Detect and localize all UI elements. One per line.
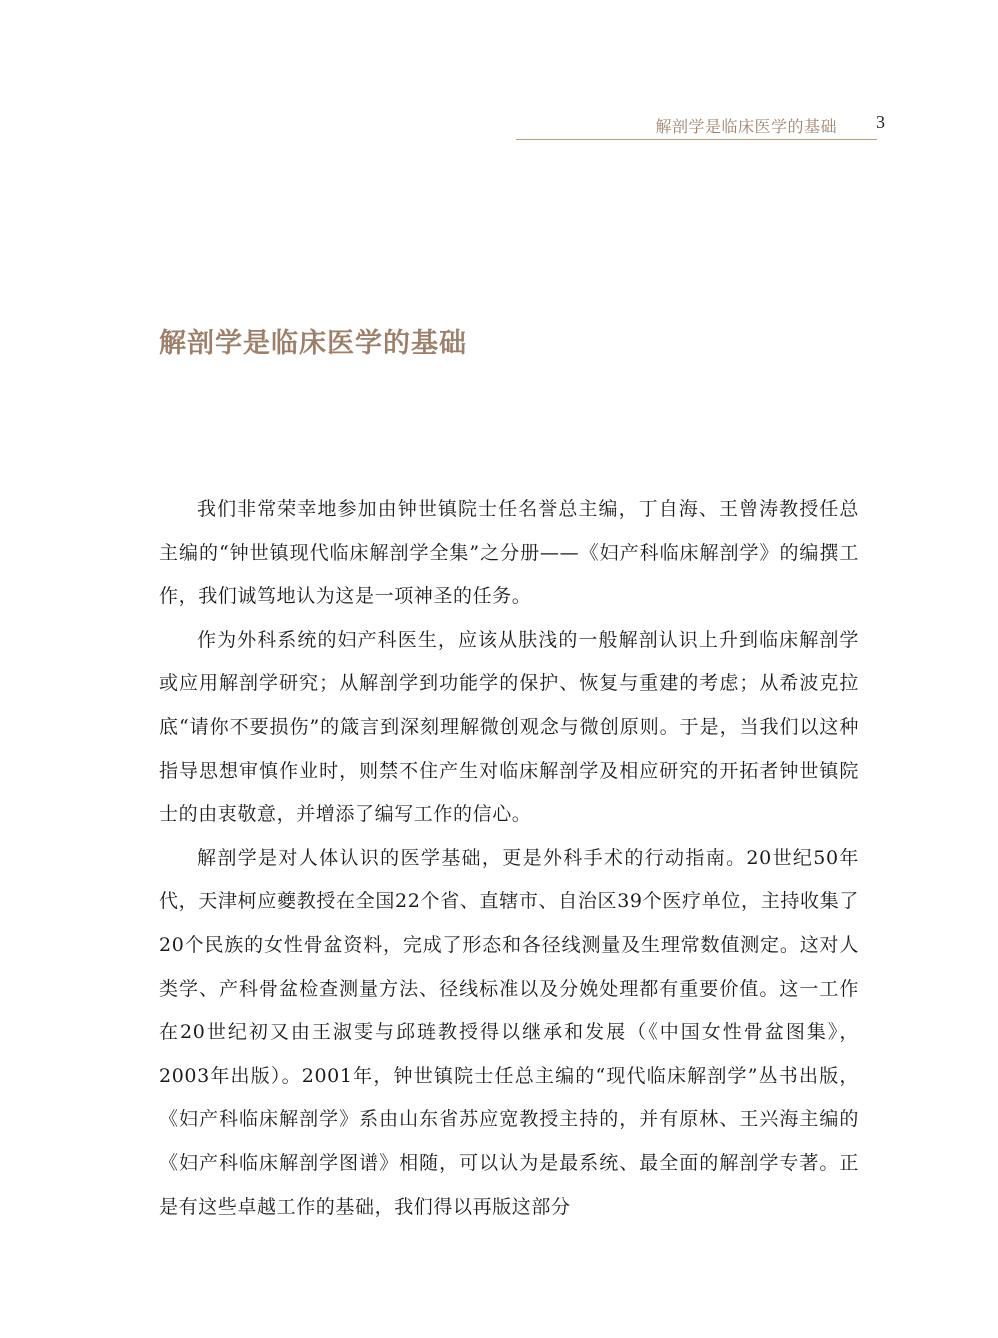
chapter-title: 解剖学是临床医学的基础 bbox=[159, 328, 467, 360]
paragraph: 作为外科系统的妇产科医生，应该从肤浅的一般解剖认识上升到临床解剖学或应用解剖学研究；从解剖学到功能学的保护、恢复与重建的考虑；从希波克拉底“请你不要损伤”的箴言到深刻理解微创观念与微创原则。于是，当我们以这种指导思想审慎作业时，则禁不住产生对临床解剖学及相应研究的开拓者钟世镇院士的由衷敬意，并增添了编写工作的信心。 bbox=[159, 628, 859, 826]
header-rule bbox=[516, 139, 877, 140]
body-text bbox=[159, 488, 859, 1229]
paragraph: 解剖学是对人体认识的医学基础，更是外科手术的行动指南。20世纪50年代，天津柯应夔教授在全国22个省、直辖市、自治区39个医疗单位，主持收集了20个民族的女性骨盆资料，完成了形态和各径线测量及生理常数值测定。这对人类学、产科骨盆检查测量方法、径线标准以及分娩处理都有重要价值。这一工作在20世纪初又由王淑雯与邱琏教授得以继承和发展（《中国女性骨盆图集》，2003年出版）。2001年，钟世镇院士任总主编的“现代临床解剖学”丛书出版，《妇产科临床解剖学》系由山东省苏应宽教授主持的，并有原林、王兴海主编的《妇产科临床解剖学图谱》相随，可以认为是最系统、最全面的解剖学专著。正是有这些卓越工作的基础，我们得以再版这部分 bbox=[159, 846, 859, 1218]
page-number: 3 bbox=[876, 112, 885, 132]
running-header bbox=[516, 112, 885, 136]
running-title: 解剖学是临床医学的基础 bbox=[655, 117, 837, 136]
paragraph: 我们非常荣幸地参加由钟世镇院士任名誉总主编，丁自海、王曾涛教授任总主编的“钟世镇现代临床解剖学全集”之分册——《妇产科临床解剖学》的编撰工作，我们诚笃地认为这是一项神圣的任务。 bbox=[159, 498, 859, 608]
